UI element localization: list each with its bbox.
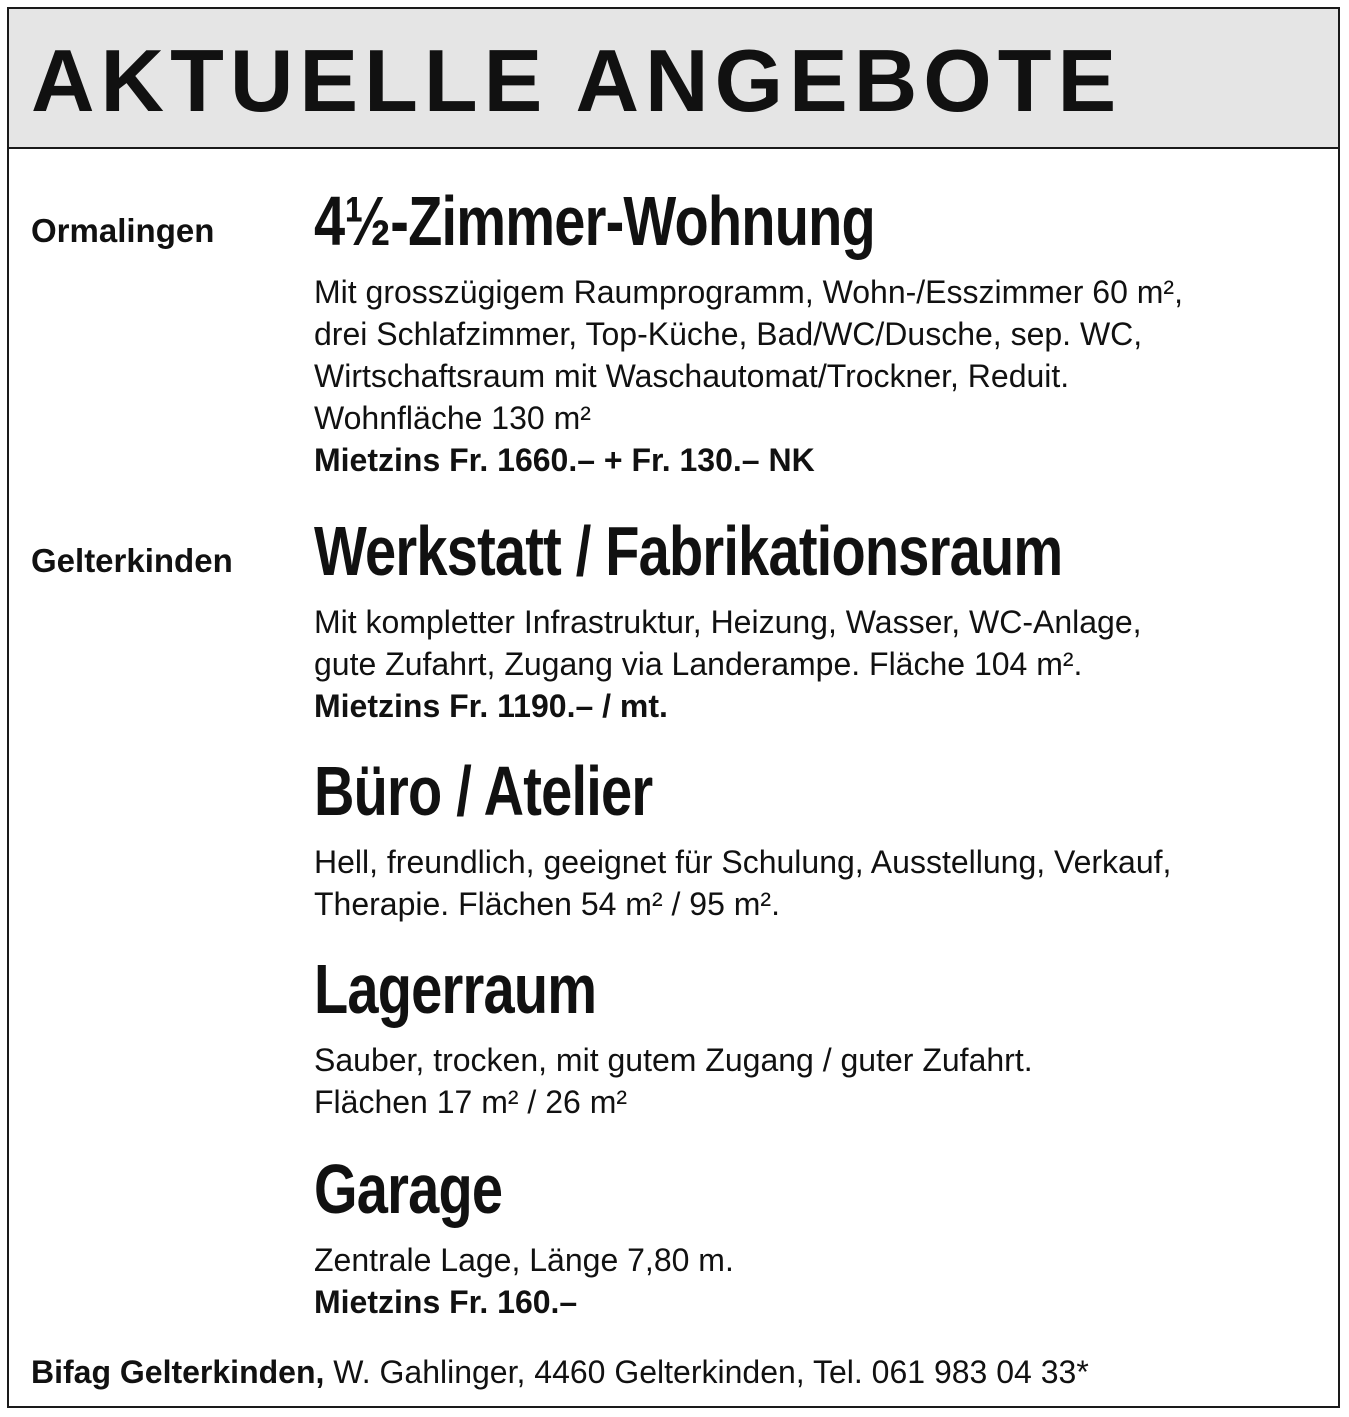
offer-storage xyxy=(314,949,1324,1123)
offer-apartment xyxy=(314,181,1324,481)
footer-company-name: Bifag Gelterkinden, xyxy=(31,1354,325,1390)
offer-description-line: Mit grosszügigem Raumprogramm, Wohn-/Esszimmer 60 m², xyxy=(314,274,1183,310)
footer-contact xyxy=(31,1352,1089,1392)
header-banner xyxy=(9,9,1338,149)
offer-price: Mietzins Fr. 1660.– + Fr. 130.– NK xyxy=(314,442,815,478)
offer-description-line: Flächen 17 m² / 26 m² xyxy=(314,1084,627,1120)
offer-description-line: gute Zufahrt, Zugang via Landerampe. Fläche 104 m². xyxy=(314,646,1083,682)
offer-workshop xyxy=(314,511,1324,727)
location-label-ormalingen: Ormalingen xyxy=(31,212,215,249)
offer-description-line: Wohnfläche 130 m² xyxy=(314,400,591,436)
offer-description-line: Hell, freundlich, geeignet für Schulung, Ausstellung, Verkauf, xyxy=(314,844,1172,880)
location-label-gelterkinden: Gelterkinden xyxy=(31,542,233,579)
footer-contact-details: W. Gahlinger, 4460 Gelterkinden, Tel. 061 983 04 33* xyxy=(333,1354,1089,1390)
offer-title: 4½-Zimmer-Wohnung xyxy=(314,182,875,260)
offer-description-line: Zentrale Lage, Länge 7,80 m. xyxy=(314,1242,734,1278)
offer-description-line: Mit kompletter Infrastruktur, Heizung, Wasser, WC-Anlage, xyxy=(314,604,1142,640)
offer-description-line: Therapie. Flächen 54 m² / 95 m². xyxy=(314,886,780,922)
offer-title: Lagerraum xyxy=(314,950,597,1028)
offer-description-line: Sauber, trocken, mit gutem Zugang / guter Zufahrt. xyxy=(314,1042,1033,1078)
offer-title: Büro / Atelier xyxy=(314,752,653,830)
offer-description-line: drei Schlafzimmer, Top-Küche, Bad/WC/Dusche, sep. WC, xyxy=(314,316,1143,352)
offer-title: Garage xyxy=(314,1150,503,1228)
ad-frame xyxy=(7,7,1340,1408)
offer-title: Werkstatt / Fabrikationsraum xyxy=(314,512,1063,590)
offer-garage xyxy=(314,1149,1324,1323)
offer-price: Mietzins Fr. 1190.– / mt. xyxy=(314,688,668,724)
offer-description-line: Wirtschaftsraum mit Waschautomat/Trockner, Reduit. xyxy=(314,358,1070,394)
page-title: AKTUELLE ANGEBOTE xyxy=(31,31,1123,130)
offer-price: Mietzins Fr. 160.– xyxy=(314,1284,578,1320)
offer-office xyxy=(314,751,1324,925)
